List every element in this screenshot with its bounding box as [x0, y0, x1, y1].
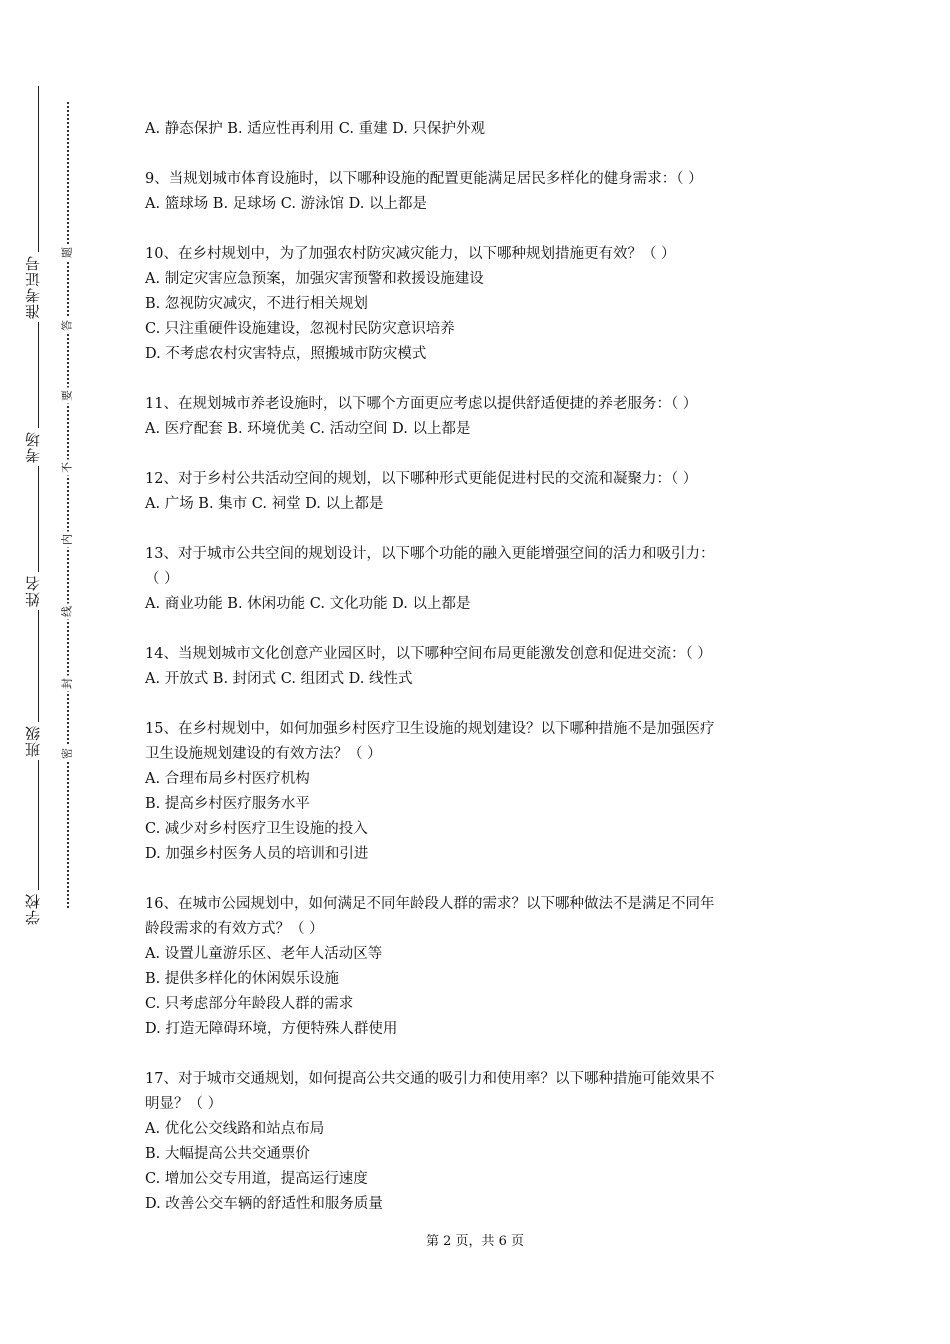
page-number: 第 2 页，共 6 页 [425, 1234, 525, 1249]
seal-char-feng: 封 [60, 676, 75, 692]
seal-char-yao: 要 [60, 388, 75, 404]
option-d: D. 加强乡村医务人员的培训和引进 [145, 846, 369, 862]
seal-char-bu: 不 [60, 460, 75, 476]
question-11 [145, 392, 810, 442]
option-b: B. 提供多样化的休闲娱乐设施 [145, 971, 339, 987]
question-stem-cont: 龄段需求的有效方式？（ ） [145, 921, 324, 937]
question-stem: 9、当规划城市体育设施时，以下哪种设施的配置更能满足居民多样化的健身需求：（ ） [145, 171, 703, 187]
question-stem: 12、对于乡村公共活动空间的规划，以下哪种形式更能促进村民的交流和凝聚力：（ ） [145, 471, 698, 487]
option-d: D. 打造无障碍环境，方便特殊人群使用 [145, 1021, 398, 1037]
option-d: D. 改善公交车辆的舒适性和服务质量 [145, 1196, 383, 1212]
option-c: C. 只考虑部分年龄段人群的需求 [145, 996, 354, 1012]
question-stem: 10、在乡村规划中，为了加强农村防灾减灾能力，以下哪种规划措施更有效？（ ） [145, 246, 676, 262]
question-16 [145, 892, 810, 1042]
option-line: A. 医疗配套 B. 环境优美 C. 活动空间 D. 以上都是 [145, 421, 471, 437]
option-a: A. 合理布局乡村医疗机构 [145, 771, 310, 787]
option-a: A. 制定灾害应急预案，加强灾害预警和救援设施建设 [145, 271, 484, 287]
question-stem: 13、对于城市公共空间的规划设计，以下哪个功能的融入更能增强空间的活力和吸引力： [145, 546, 715, 562]
question-stem: 14、当规划城市文化创意产业园区时，以下哪种空间布局更能激发创意和促进交流：（ ） [145, 646, 712, 662]
seal-dotted-line [67, 102, 69, 908]
question-list [145, 117, 810, 1217]
exam-number-label: 准考证号 [24, 252, 52, 322]
binding-margin [0, 0, 100, 1344]
option-c: C. 增加公交专用道，提高运行速度 [145, 1171, 368, 1187]
option-line: A. 篮球场 B. 足球场 C. 游泳馆 D. 以上都是 [145, 196, 428, 212]
school-label: 学校 [24, 890, 52, 928]
seal-char-nei: 内 [60, 532, 75, 548]
option-b: B. 忽视防灾减灾，不进行相关规划 [145, 296, 368, 312]
name-label: 姓名 [24, 572, 52, 610]
option-b: B. 大幅提高公共交通票价 [145, 1146, 310, 1162]
question-stem-cont: （ ） [145, 571, 179, 587]
class-label: 班级 [24, 722, 52, 760]
option-a: A. 设置儿童游乐区、老年人活动区等 [145, 946, 383, 962]
question-15 [145, 717, 810, 867]
option-b: B. 提高乡村医疗服务水平 [145, 796, 310, 812]
question-stem-cont: 明显？（ ） [145, 1096, 223, 1112]
option-line: A. 开放式 B. 封闭式 C. 组团式 D. 线性式 [145, 671, 413, 687]
seal-char-da: 答 [60, 318, 75, 334]
seal-char-mi: 密 [60, 746, 75, 762]
question-17 [145, 1067, 810, 1217]
question-10 [145, 242, 810, 367]
seal-char-ti: 题 [60, 245, 75, 261]
option-line: A. 静态保护 B. 适应性再利用 C. 重建 D. 只保护外观 [145, 121, 486, 137]
option-a: A. 优化公交线路和站点布局 [145, 1121, 325, 1137]
question-12 [145, 467, 810, 517]
question-stem: 11、在规划城市养老设施时，以下哪个方面更应考虑以提供舒适便捷的养老服务：（ ） [145, 396, 698, 412]
option-line: A. 商业功能 B. 休闲功能 C. 文化功能 D. 以上都是 [145, 596, 471, 612]
question-8-options [145, 117, 810, 142]
question-stem-cont: 卫生设施规划建设的有效方法？（ ） [145, 746, 382, 762]
option-c: C. 只注重硬件设施建设，忽视村民防灾意识培养 [145, 321, 455, 337]
option-d: D. 不考虑农村灾害特点，照搬城市防灾模式 [145, 346, 427, 362]
question-14 [145, 642, 810, 692]
exam-room-label: 考场 [24, 428, 52, 466]
seal-char-xian: 线 [60, 604, 75, 620]
question-stem: 16、在城市公园规划中，如何满足不同年龄段人群的需求？以下哪种做法不是满足不同年 [145, 896, 715, 912]
option-line: A. 广场 B. 集市 C. 祠堂 D. 以上都是 [145, 496, 384, 512]
question-13 [145, 542, 810, 617]
question-9 [145, 167, 810, 217]
option-c: C. 减少对乡村医疗卫生设施的投入 [145, 821, 368, 837]
binding-solid-line [38, 86, 39, 926]
question-stem: 15、在乡村规划中，如何加强乡村医疗卫生设施的规划建设？以下哪种措施不是加强医疗 [145, 721, 715, 737]
question-stem: 17、对于城市交通规划，如何提高公共交通的吸引力和使用率？以下哪种措施可能效果不 [145, 1071, 715, 1087]
